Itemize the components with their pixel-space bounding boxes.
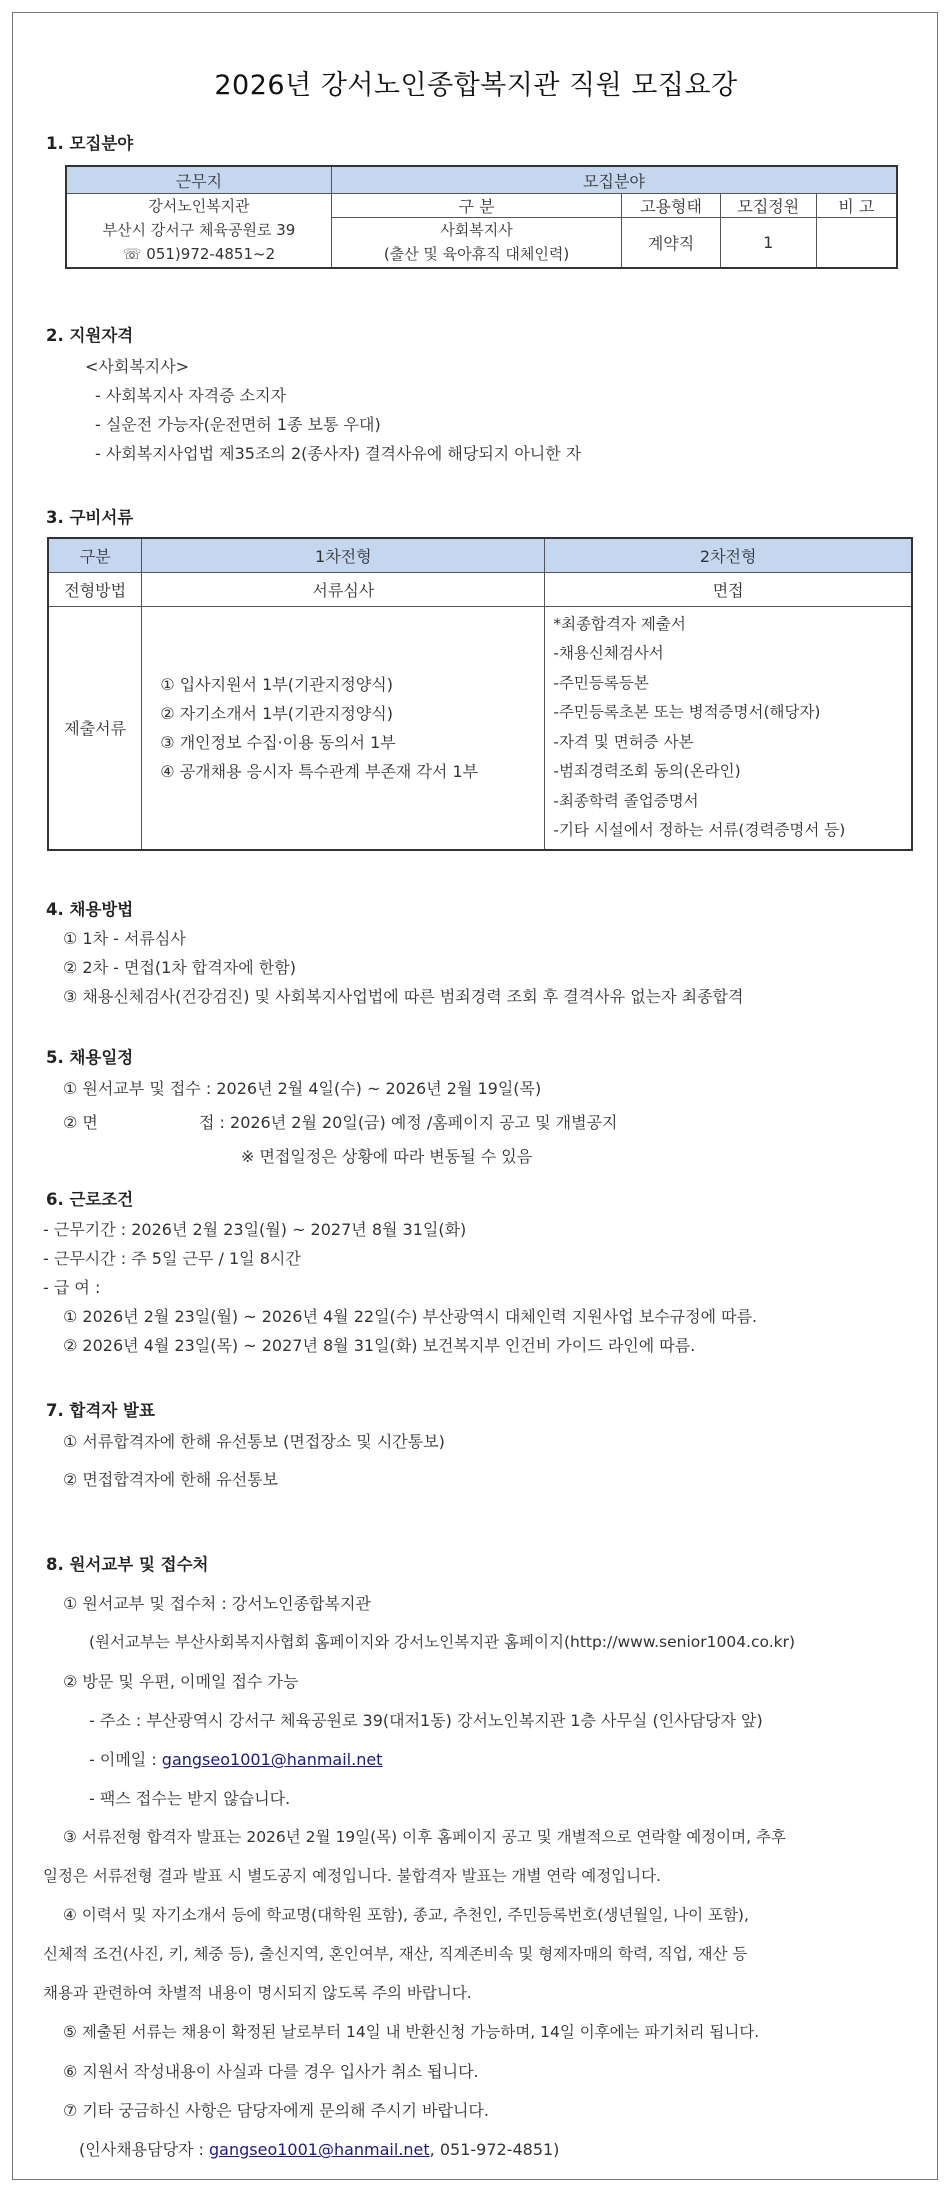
workplace-phone: ☏ 051)972-4851~2 [122,245,276,264]
contact-label: (인사채용담당자 : [79,2140,209,2159]
recruitment-field-table [65,165,898,269]
documents-table [47,537,913,851]
announcement-item: ① 서류합격자에 한해 유선통보 (면접장소 및 시간통보) [63,1432,445,1451]
fax-note: - 팩스 접수는 받지 않습니다. [89,1789,291,1808]
doc-item: -주민등록등본 [553,673,649,692]
doc-item: -최종학력 졸업증명서 [553,791,699,810]
header-workplace: 근무지 [66,166,331,194]
section-8-heading: 8. 원서교부 및 접수처 [46,1555,209,1574]
header-second-stage: 2차전형 [545,538,912,572]
doc-item: -주민등록초본 또는 병적증명서(해당자) [553,703,821,722]
qualification-item: - 사회복지사업법 제35조의 2(종사자) 결격사유에 해당되지 아니한 자 [95,444,582,463]
count-cell: 1 [720,218,816,268]
first-stage-method: 서류심사 [142,572,545,606]
division-title: 사회복지사 [440,221,513,240]
workplace-name: 강서노인복지관 [148,197,250,216]
salary-label: - 급 여 : [43,1278,101,1297]
page-title: 2026년 강서노인종합복지관 직원 모집요강 [214,70,738,101]
employment-type-cell: 계약직 [622,218,721,268]
notice-line: ③ 서류전형 합격자 발표는 2026년 2월 19일(목) 이후 홈페이지 공고 및 개별적으로 연락할 예정이며, 추후 [63,1828,786,1846]
contact-phone: , 051-972-4851) [429,2140,560,2159]
section-1-heading: 1. 모집분야 [46,134,134,153]
section-2-heading: 2. 지원자격 [46,326,134,345]
header-division: 구 분 [331,194,621,218]
qualification-item: - 사회복지사 자격증 소지자 [95,386,287,405]
row-label-method: 전형방법 [48,572,142,606]
application-methods: ② 방문 및 우편, 이메일 접수 가능 [63,1672,299,1691]
application-address: - 주소 : 부산광역시 강서구 체육공원로 39(대저1동) 강서노인복지관 1층 사무실 (인사담당자 앞) [89,1711,763,1730]
division-sub: (출산 및 육아휴직 대체인력) [383,245,570,264]
doc-item: -자격 및 면허증 사본 [553,732,694,751]
workplace-cell [66,194,331,268]
notice-line: ⑦ 기타 궁금하신 사항은 담당자에게 문의해 주시기 바랍니다. [63,2101,489,2120]
second-stage-documents [545,606,912,850]
header-field: 모집분야 [331,166,897,194]
row-label-documents: 제출서류 [48,606,142,850]
notice-line: ⑤ 제출된 서류는 채용이 확정된 날로부터 14일 내 반환신청 가능하며, 14일 이후에는 파기처리 됩니다. [63,2023,760,2041]
workplace-address: 부산시 강서구 체육공원로 39 [102,221,296,240]
hiring-method-item: ③ 채용신체검사(건강검진) 및 사회복지사업법에 따른 범죄경력 조회 후 결격사유 없는자 최종합격 [63,987,744,1006]
doc-item: -기타 시설에서 정하는 서류(경력증명서 등) [553,821,846,840]
section-6-heading: 6. 근로조건 [46,1190,134,1209]
notice-line: 채용과 관련하여 차별적 내용이 명시되지 않도록 주의 바랍니다. [43,1984,472,2002]
salary-item: ② 2026년 4월 23일(목) ~ 2027년 8월 31일(화) 보건복지부 인건비 가이드 라인에 따름. [63,1336,696,1355]
application-email-line [89,1747,382,1770]
section-3-heading: 3. 구비서류 [46,508,134,527]
schedule-application: ① 원서교부 및 접수 : 2026년 2월 4일(수) ~ 2026년 2월 19일(목) [63,1079,542,1098]
note-cell [816,218,897,268]
header-first-stage: 1차전형 [142,538,545,572]
notice-line: ④ 이력서 및 자기소개서 등에 학교명(대학원 포함), 종교, 추천인, 주민등록번호(생년월일, 나이 포함), [63,1906,749,1924]
work-hours: - 근무시간 : 주 5일 근무 / 1일 8시간 [43,1249,301,1268]
qualification-subheading: <사회복지사> [85,357,190,376]
header-employment-type: 고용형태 [622,194,721,218]
section-7-heading: 7. 합격자 발표 [46,1401,155,1420]
doc-item: ② 자기소개서 1부(기관지정양식) [160,703,393,723]
notice-line: 일정은 서류전형 결과 발표 시 별도공지 예정입니다. 불합격자 발표는 개별 연락 예정입니다. [43,1867,662,1885]
header-note: 비 고 [816,194,897,218]
doc-item: -범죄경력조회 동의(온라인) [553,762,741,781]
doc-item: ④ 공개채용 응시자 특수관계 부존재 각서 1부 [160,761,479,781]
doc-item: ① 입사지원서 1부(기관지정양식) [160,674,393,694]
schedule-interview: 접 : 2026년 2월 20일(금) 예정 /홈페이지 공고 및 개별공지 [199,1113,618,1132]
application-place: ① 원서교부 및 접수처 : 강서노인종합복지관 [63,1594,371,1613]
email-link[interactable]: gangseo1001@hanmail.net [161,1750,383,1769]
doc-item: ③ 개인정보 수집·이용 동의서 1부 [160,732,396,752]
announcement-item: ② 면접합격자에 한해 유선통보 [63,1470,279,1489]
contact-email-link[interactable]: gangseo1001@hanmail.net [209,2140,430,2159]
notice-line: 신체적 조건(사진, 키, 체중 등), 출신지역, 혼인여부, 재산, 직계존비속 및 형제자매의 학력, 직업, 재산 등 [43,1945,748,1963]
application-websites: (원서교부는 부산사회복지사협회 홈페이지와 강서노인복지관 홈페이지(http://www.senior1004.co.kr) [89,1633,796,1651]
second-stage-method: 면접 [545,572,912,606]
hiring-method-item: ② 2차 - 면접(1차 합격자에 한함) [63,958,296,977]
email-label: - 이메일 : [89,1750,162,1769]
first-stage-documents [142,606,545,850]
header-division: 구분 [48,538,142,572]
salary-item: ① 2026년 2월 23일(월) ~ 2026년 4월 22일(수) 부산광역시 대체인력 지원사업 보수규정에 따름. [63,1307,758,1326]
recruitment-notice [12,12,938,2180]
work-period: - 근무기간 : 2026년 2월 23일(월) ~ 2027년 8월 31일(화) [43,1220,467,1239]
header-count: 모집정원 [720,194,816,218]
doc-item: *최종합격자 제출서 [553,614,686,633]
section-4-heading: 4. 채용방법 [46,900,134,919]
doc-item: -채용신체검사서 [553,644,664,663]
notice-line: ⑥ 지원서 작성내용이 사실과 다를 경우 입사가 취소 됩니다. [63,2062,479,2081]
schedule-interview-label: ② 면 [63,1113,98,1132]
contact-line [79,2137,559,2160]
schedule-note: ※ 면접일정은 상황에 따라 변동될 수 있음 [241,1147,533,1166]
section-5-heading: 5. 채용일정 [46,1048,134,1067]
hiring-method-item: ① 1차 - 서류심사 [63,929,186,948]
division-cell [331,218,621,268]
qualification-item: - 실운전 가능자(운전면허 1종 보통 우대) [95,415,381,434]
